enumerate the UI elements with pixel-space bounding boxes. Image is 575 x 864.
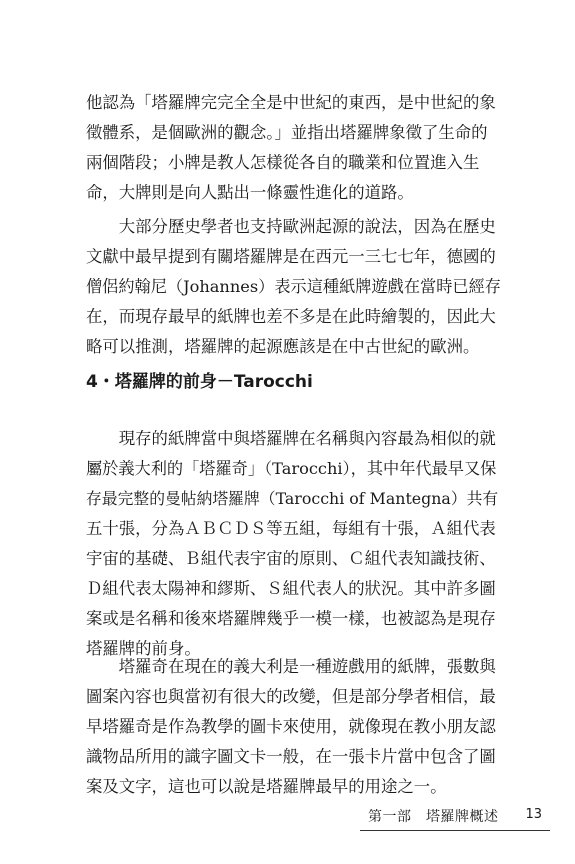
text-line: 僧侶約翰尼（Johannes）表示這種紙牌遊戲在當時已經存 bbox=[86, 277, 501, 296]
page-footer bbox=[360, 804, 550, 831]
text-line: 早塔羅奇是作為教學的圖卡來使用，就像現在教小朋友認 bbox=[86, 717, 496, 736]
text-line: 文獻中最早提到有關塔羅牌是在西元一三七七年，德國的 bbox=[86, 247, 496, 266]
text-line: 他認為「塔羅牌完完全全是中世紀的東西，是中世紀的象 bbox=[86, 93, 496, 112]
text-line: 案或是名稱和後來塔羅牌幾乎一模一樣，也被認為是現存 bbox=[86, 609, 496, 628]
text-line: 存最完整的曼帖納塔羅牌（Tarocchi of Mantegna）共有 bbox=[86, 489, 499, 508]
text-line: 宇宙的基礎、Ｂ組代表宇宙的原則、Ｃ組代表知識技術、 bbox=[86, 549, 496, 568]
text-line: 塔羅奇在現在的義大利是一種遊戲用的紙牌，張數與 bbox=[86, 657, 496, 676]
text-line: 在，而現存最早的紙牌也差不多是在此時繪製的，因此大 bbox=[86, 307, 496, 326]
text-line: 命，大牌則是向人點出一條靈性進化的道路。 bbox=[86, 183, 414, 202]
text-line: 塔羅牌的前身。 bbox=[86, 639, 201, 658]
paragraph-3 bbox=[86, 424, 501, 664]
section-heading: 4・塔羅牌的前身－Tarocchi bbox=[86, 372, 313, 392]
text-line: 圖案內容也與當初有很大的改變，但是部分學者相信，最 bbox=[86, 687, 496, 706]
text-line: Ｄ組代表太陽神和繆斯、Ｓ組代表人的狀況。其中許多圖 bbox=[86, 579, 496, 598]
text-line: 徵體系，是個歐洲的觀念。」並指出塔羅牌象徵了生命的 bbox=[86, 123, 488, 142]
page-number: 13 bbox=[525, 807, 542, 822]
text-line: 屬於義大利的「塔羅奇」（Tarocchi），其中年代最早又保 bbox=[86, 459, 497, 478]
paragraph-1 bbox=[86, 88, 501, 208]
text-line: 略可以推測，塔羅牌的起源應該是在中古世紀的歐洲。 bbox=[86, 337, 480, 356]
text-line: 大部分歷史學者也支持歐洲起源的說法，因為在歷史 bbox=[86, 217, 496, 236]
text-line: 兩個階段；小牌是教人怎樣從各自的職業和位置進入生 bbox=[86, 153, 480, 172]
chapter-title: 第一部 塔羅牌概述 bbox=[368, 809, 499, 825]
paragraph-2 bbox=[86, 212, 501, 362]
text-line: 識物品所用的識字圖文卡一般，在一張卡片當中包含了圖 bbox=[86, 747, 496, 766]
paragraph-4 bbox=[86, 652, 501, 802]
text-line: 現存的紙牌當中與塔羅牌在名稱與內容最為相似的就 bbox=[86, 429, 496, 448]
text-line: 五十張，分為ＡＢＣＤＳ等五組，每組有十張，Ａ組代表 bbox=[86, 519, 496, 538]
text-line: 案及文字，這也可以說是塔羅牌最早的用途之一。 bbox=[86, 777, 447, 796]
